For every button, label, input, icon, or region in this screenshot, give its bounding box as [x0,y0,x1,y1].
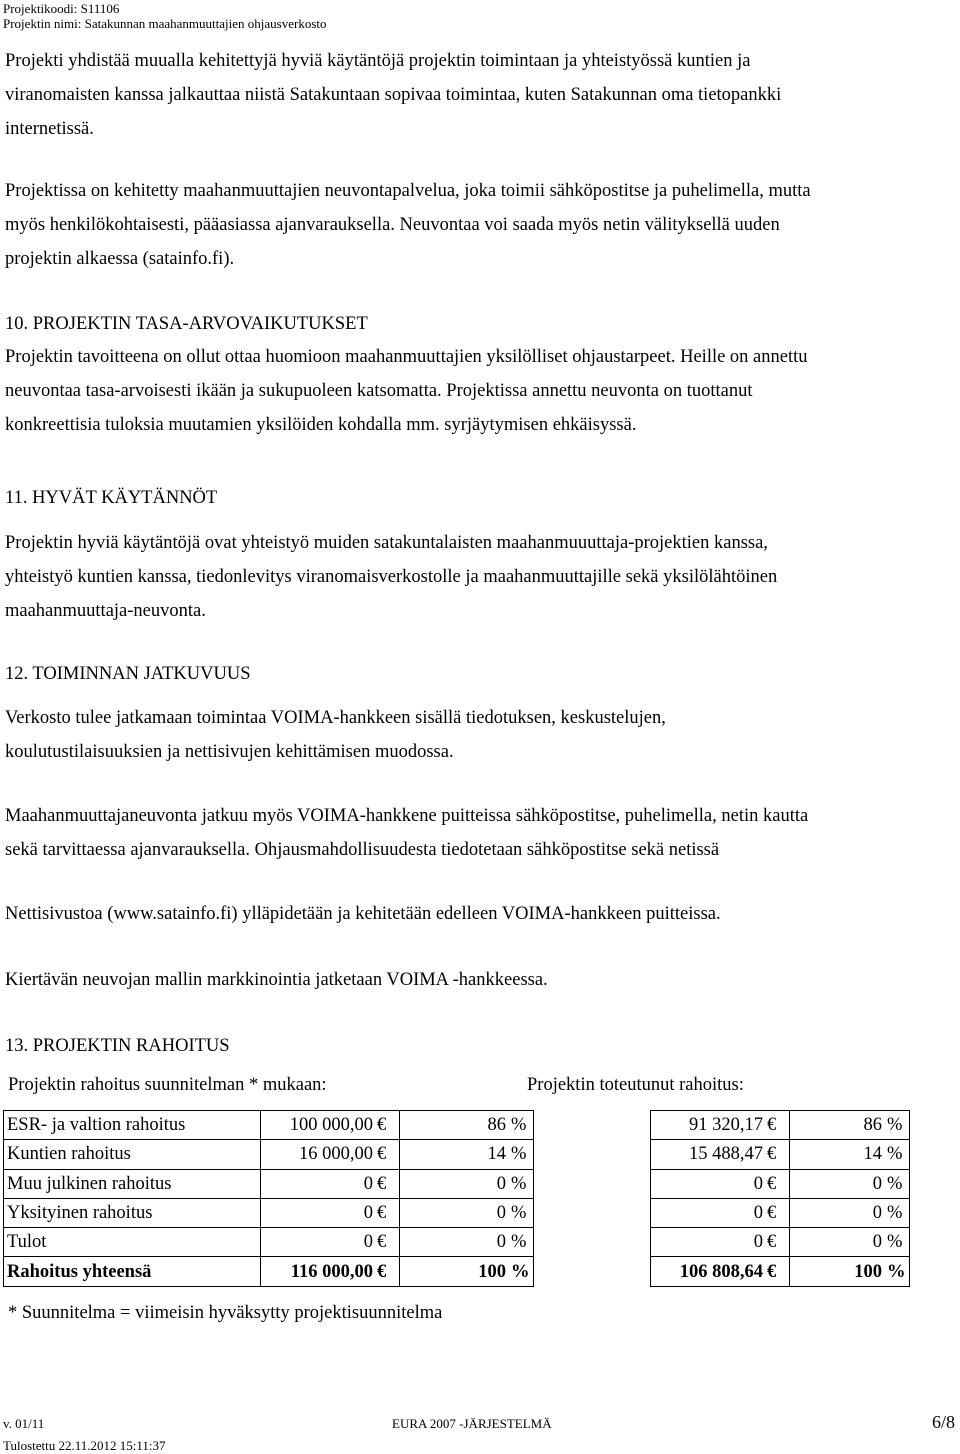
section-12-text-3: Nettisivustoa (www.satainfo.fi) ylläpidetään ja kehitetään edelleen VOIMA-hankkeen puitteissa. [5,904,721,924]
euro-symbol: € [375,1228,400,1257]
section-10-title: 10. PROJEKTIN TASA-ARVOVAIKUTUKSET [5,314,368,334]
percent-symbol: % [508,1257,534,1286]
funding-row [4,1198,910,1227]
percent-symbol: % [508,1169,534,1198]
euro-symbol: € [375,1111,400,1140]
funding-footnote: * Suunnitelma = viimeisin hyväksytty projektisuunnitelma [8,1303,443,1323]
euro-symbol: € [375,1140,400,1169]
planned-percent: 14 [400,1140,509,1169]
column-gap [534,1140,651,1169]
actual-amount: 15 488,47 [651,1140,766,1169]
page-number: 6/8 [932,1412,956,1432]
actual-amount: 0 [651,1228,766,1257]
funding-source-name: Kuntien rahoitus [4,1140,261,1169]
percent-symbol: % [508,1198,534,1227]
euro-symbol: € [375,1198,400,1227]
project-name: Projektin nimi: Satakunnan maahanmuuttajien ohjausverkosto [3,16,327,31]
section-12-text-1: Verkosto tulee jatkamaan toimintaa VOIMA-hankkeen sisällä tiedotuksen, keskustelujen, koulutustilaisuuksien ja nettisivujen kehittämisen muodossa. [5,708,666,762]
funding-row [4,1140,910,1169]
funding-source-name: Rahoitus yhteensä [4,1257,261,1286]
planned-amount: 116 000,00 [261,1257,376,1286]
planned-amount: 0 [261,1228,376,1257]
percent-symbol: % [884,1257,910,1286]
actual-percent: 86 [790,1111,885,1140]
section-12-title: 12. TOIMINNAN JATKUVUUS [5,664,251,684]
funding-row [4,1169,910,1198]
funding-row [4,1228,910,1257]
actual-amount: 0 [651,1198,766,1227]
column-gap [534,1169,651,1198]
funding-source-name: Yksityinen rahoitus [4,1198,261,1227]
actual-percent: 0 [790,1198,885,1227]
project-code: Projektikoodi: S11106 [3,1,120,16]
print-timestamp: Tulostettu 22.11.2012 15:11:37 [3,1438,166,1453]
intro-paragraph: Projekti yhdistää muualla kehitettyjä hyviä käytäntöjä projektin toimintaan ja yhteistyössä kuntien ja viranomaisten kanssa jalkauttaa niistä Satakuntaan sopivaa toimintaa, kuten Satakunnan oma tietopankki internetissä. [5,51,782,139]
actual-percent: 0 [790,1228,885,1257]
planned-amount: 16 000,00 [261,1140,376,1169]
actual-percent: 14 [790,1140,885,1169]
section-12-text-4: Kiertävän neuvojan mallin markkinointia jatketaan VOIMA -hankkeessa. [5,970,548,990]
funding-source-name: Muu julkinen rahoitus [4,1169,261,1198]
planned-amount: 0 [261,1198,376,1227]
percent-symbol: % [508,1228,534,1257]
column-gap [534,1228,651,1257]
planned-percent: 0 [400,1169,509,1198]
planned-funding-label: Projektin rahoitus suunnitelman * mukaan: [8,1075,327,1095]
funding-source-name: Tulot [4,1228,261,1257]
planned-amount: 100 000,00 [261,1111,376,1140]
column-gap [534,1198,651,1227]
section-10-text: Projektin tavoitteena on ollut ottaa huomioon maahanmuuttajien yksilölliset ohjaustarpeet. Heille on annettu neuvontaa tasa-arvoisesti ikään ja sukupuoleen katsomatta. Projektissa annettu neuvonta on tuottanut konkreettisia tuloksia muutamien yksilöiden kohdalla mm. syrjäytymisen ehkäisyssä. [5,347,808,435]
planned-percent: 100 [400,1257,509,1286]
actual-percent: 100 [790,1257,885,1286]
section-13-title: 13. PROJEKTIN RAHOITUS [5,1036,230,1056]
percent-symbol: % [884,1198,910,1227]
euro-symbol: € [765,1257,790,1286]
actual-amount: 106 808,64 [651,1257,766,1286]
planned-percent: 0 [400,1198,509,1227]
actual-amount: 0 [651,1169,766,1198]
percent-symbol: % [508,1111,534,1140]
section-11-text: Projektin hyviä käytäntöjä ovat yhteistyö muiden satakuntalaisten maahanmuuuttaja-projektien kanssa, yhteistyö kuntien kanssa, tiedonlevitys viranomaisverkostolle ja maahanmuuttajille sekä yksilölähtöinen maahanmuuttaja-neuvonta. [5,533,778,621]
actual-funding-label: Projektin toteutunut rahoitus: [527,1075,744,1095]
euro-symbol: € [375,1257,400,1286]
percent-symbol: % [884,1140,910,1169]
planned-percent: 86 [400,1111,509,1140]
euro-symbol: € [765,1169,790,1198]
funding-source-name: ESR- ja valtion rahoitus [4,1111,261,1140]
column-gap [534,1111,651,1140]
section-11-title: 11. HYVÄT KÄYTÄNNÖT [5,488,218,508]
planned-amount: 0 [261,1169,376,1198]
funding-row [4,1257,910,1286]
funding-row [4,1111,910,1140]
service-paragraph: Projektissa on kehitetty maahanmuuttajien neuvontapalvelua, joka toimii sähköpostitse ja puhelimella, mutta myös henkilökohtaisesti, pääasiassa ajanvarauksella. Neuvontaa voi saada myös netin välityksellä uuden projektin alkaessa (satainfo.fi). [5,181,811,269]
euro-symbol: € [765,1198,790,1227]
percent-symbol: % [884,1228,910,1257]
euro-symbol: € [375,1169,400,1198]
percent-symbol: % [884,1169,910,1198]
version: v. 01/11 [3,1416,45,1431]
funding-table [3,1110,910,1287]
percent-symbol: % [884,1111,910,1140]
euro-symbol: € [765,1111,790,1140]
actual-amount: 91 320,17 [651,1111,766,1140]
system-name: EURA 2007 -JÄRJESTELMÄ [392,1416,552,1431]
euro-symbol: € [765,1140,790,1169]
section-12-text-2: Maahanmuuttajaneuvonta jatkuu myös VOIMA-hankkene puitteissa sähköpostitse, puhelimella, netin kautta sekä tarvittaessa ajanvarauksella. Ohjausmahdollisuudesta tiedotetaan sähköpostitse sekä netissä [5,806,809,860]
euro-symbol: € [765,1228,790,1257]
column-gap [534,1257,651,1286]
percent-symbol: % [508,1140,534,1169]
planned-percent: 0 [400,1228,509,1257]
actual-percent: 0 [790,1169,885,1198]
